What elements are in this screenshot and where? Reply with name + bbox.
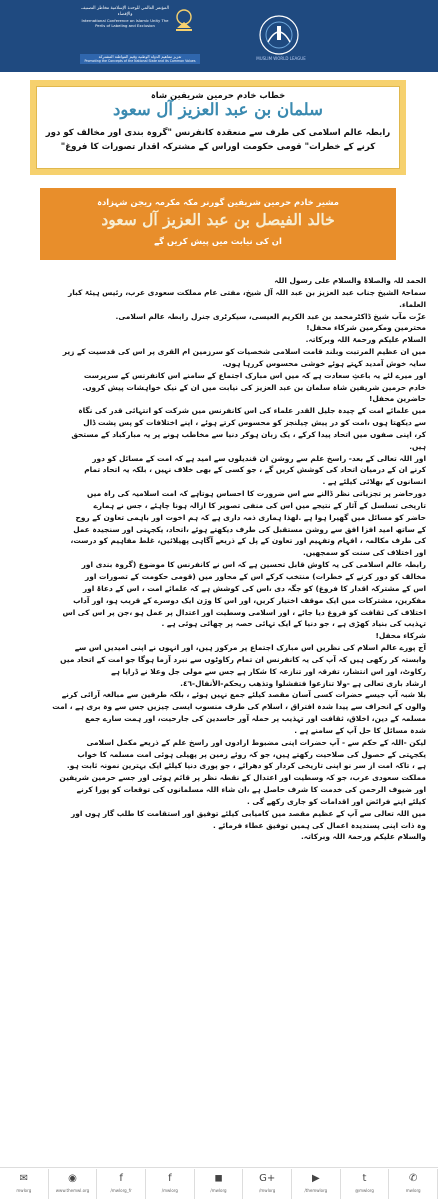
speech-line: میں علمائے امت کے چیدہ جلیل القدر علماء کی اس کانفرنس میں شرکت کو انتہائی قدر کی نگاہ [78, 406, 426, 416]
speech-line: شرکاء محفل! [375, 631, 426, 641]
social-handle: /mwlorg_fr [110, 1188, 132, 1193]
deputy-title: مشیر خادم حرمین شریفین گورنر مکہ مکرمہ ریجن شہزادہ [97, 197, 339, 207]
conference-title-english: International Conference on Islamic Unity The Perils of Labeling and Exclusion [81, 18, 169, 28]
speech-line: مسلمہ کے دین، اخلاق، ثقافت اور تہذیب پر حملہ آور حاسدین کی جارحیت، اور ہمت سارے جمع [85, 714, 426, 724]
speech-line: کی طرف مکالمہ ، افہام وتفہیم اور تعاون کے پل کے ذریعے آگاہی پھیلائیں، غلط مفاہیم کو درست، [70, 536, 426, 546]
conference-title [80, 6, 170, 28]
phone-icon: ✆ [408, 1173, 418, 1184]
speech-line: رکاوٹ، اور اس انتشار، تفرقہ اور تنازعہ کا شکار ہے جس سے مولی جل وعلا نے ڈرایا ہے [111, 666, 426, 676]
speech-line: وہ ذات اپنی پسندیدہ اعمال کی ہمیں توفیق عطاء فرمائے . [212, 820, 426, 830]
social-link[interactable] [0, 1169, 49, 1199]
social-handle: www.themwl.org [55, 1188, 90, 1193]
footer-divider [0, 1167, 438, 1168]
conference-slogan: تعزيز مفاهيم الدولة الوطنية وقيم المواطنة المشتركة Promoting the Concepts of the National State and its Common Values [80, 54, 200, 64]
speech-line: حاضرین محفل! [368, 394, 426, 404]
social-link[interactable] [195, 1169, 244, 1199]
speech-line: سایہ خوش آمدید کہتے ہوئے خوشی محسوس کررہا ہوں. [222, 358, 426, 368]
youtube-icon: ▶ [311, 1173, 320, 1184]
speech-line: انسانوں کے بھلائی کیلئے ہے . [322, 477, 426, 487]
speech-title-box [30, 80, 406, 175]
speech-line: عزّت مآب شیخ ڈاکٹرمحمد بن عبد الکریم العیسی، سیکرٹری جنرل رابطہ عالم اسلامی. [115, 311, 426, 321]
social-handle: /mwlorg [161, 1188, 178, 1193]
speech-line: آج پورے عالم اسلام کی نظریں اس مبارک اجتماع پر مرکوز ہیں، اور انہوں نے اپنی امیدیں اس سے [74, 643, 426, 653]
web-icon: ◉ [68, 1173, 77, 1184]
speech-line: سے دیکھتا ہوں ،امت کو در پیش چیلنجز کو محسوس کرتے ہوئے ، اپنے اختلافات کو پس پشت ڈال [83, 418, 426, 428]
speech-line: اور اللہ تعالی کے بعد- راسخ علم سے روشن ان قندیلوں سے امید ہے کہ امت کے مسائل کو دور [92, 453, 426, 463]
speech-line: ہیں. [409, 441, 426, 451]
speech-line: اور میرے لئے یہ باعثِ سعادت ہے کہ میں اس مبارک اجتماع کے سامنے اس کانفرنس کے سرپرست [83, 370, 426, 380]
twitter-icon: t [362, 1173, 367, 1184]
deputy-box [40, 188, 396, 260]
speech-line: بلا شبہ آپ جیسے حضرات کسی آسان مقصد کیلئے جمع نہیں ہوئے ، بلکہ طرفین سے مبالغہ آرائی کرنے [61, 690, 426, 700]
speech-line: وابستہ کر رکھی ہیں کہ آپ کی یہ کانفرنس ان تمام رکاوٹوں سے نبرد آزما ہوگا جو امت کے اتحاد میں [60, 654, 426, 664]
speech-line: الحمد للہ والصلاۃ والسلام علی رسول اللہ [274, 276, 426, 285]
speech-title-line1: خطاب خادم حرمین شریفین شاہ [150, 90, 286, 100]
speech-line: تاریخی تسلسل کے آثار کے نتیجے میں اس کی منفی تصویر کا ازالہ ہونا چاہئے ، جس نے ہمارے [93, 500, 426, 510]
speech-line: اس کے مشترکہ اقدار کا فروغ) کو جگہ دی ،اس کی کوشش ہے کہ علمائے امت ، اس کے دعاۃ اور [82, 583, 426, 593]
speech-line: اور ضیوف الرحمن کی خدمت کا شرف حاصل ہے ،ان شاء اللہ مسلمانوں کی توقعات کو پورا کرنے [76, 785, 426, 795]
social-link[interactable] [146, 1169, 195, 1199]
prince-name: خالد الفيصل بن عبد العزيز آل سعود [101, 210, 335, 229]
deputy-note: ان کی نیابت میں پیش کریں گے [154, 236, 282, 246]
social-handle: /mwlorg [259, 1188, 276, 1193]
social-handle: /mwlorg [210, 1188, 227, 1193]
speech-line: سماحۃ الشیخ جناب عبد العزیز بن عبد اللہ آل شیخ، مفتی عام مملکت سعودی عرب، رئیس ہیئۃ کبار [67, 287, 426, 297]
social-link[interactable] [389, 1169, 438, 1199]
instagram-icon: ◼ [214, 1173, 223, 1184]
speech-line: لیکن -اللہ کے حکم سے - آپ حضرات اپنی مضبوط ارادوں اور راسخ علم کے ذریعے مکمل اسلامی [86, 737, 426, 747]
facebook-icon: f [168, 1173, 172, 1184]
mwl-logo-icon [258, 14, 300, 56]
speech-line: مخالف کو دور کرنے کے خطرات) منتخب کرکے اس کے محاور میں (قومی حکومت کے تصورات اور [85, 572, 426, 581]
social-handle: /themwlorg [304, 1188, 328, 1193]
speech-line: دورحاضر پر تجزیاتی نظر ڈالنے سے اس ضرورت کا احساس ہوتاہے کہ امت اسلامیہ کی راہ میں [86, 489, 426, 499]
social-handle: mwlorg [16, 1188, 32, 1193]
social-link[interactable] [49, 1169, 98, 1199]
speech-line: مملکت سعودی عرب، جو کہ وسطیت اور اعتدال کے نقطہ نظر پر قائم ہوئی اور جسے حرمین شریفین [59, 773, 426, 783]
speech-line: تہذیب کی بنیاد کھڑی ہے ، جو دنیا کے ایک تہائی حصہ پر چھائی ہوئی ہے . [161, 619, 426, 629]
speech-line: والوں کے انحراف سے پیدا شدہ افتراق ، اسلام کی طرف منسوب ایسی چیزیں جس سے وہ بری ہے ، امت [52, 702, 426, 712]
conference-description: رابطہ عالم اسلامی کی طرف سے منعقدہ کانفرنس "گروہ بندی اور مخالف کو دور کرنے کے خطرات" قومی حکومت اوراس کے مشترکہ اقدار تصورات کا فروغ" [45, 128, 391, 152]
speech-line: کرنے ان کے درمیان اتحاد کی کوشش کریں گے ، جو کسی کے بھی خلاف نہیں ، بلکہ یہ اتحاد تمام [84, 465, 426, 475]
speech-line: اختلاف کی ثقافت کو فروغ دیا جائے ، اور اسلامی وسطیت اور اعتدال پر عمل ہو ،جن پر اس کی اس [62, 607, 426, 617]
mwl-name: MUSLIM WORLD LEAGUE [256, 56, 306, 61]
speech-line: حاضر کو مسائل میں گھیرا ہوا ہے .لهذا ہماری ذمہ داری ہے کہ ہم اخوت اور باہمی تعاون کے روح [75, 512, 426, 522]
speech-line: والسلام علیکم ورحمۃ اللہ وبرکاتہ. [301, 832, 426, 842]
social-link[interactable] [292, 1169, 341, 1199]
speech-line: شدہ مسائل کا حل آپ کے سامنے ہے . [294, 725, 426, 735]
speech-line: کے ساتھ امید افزا افق سے روشن مستقبل کی طرف دیکھتے ہوئے ،اتحاد، یکجہتی اور سنجیدہ عمل [73, 524, 426, 534]
speech-title-inner [36, 86, 400, 169]
speech-line: کیلئے اپنے فرائض اور اقدامات کو جاری رکھے گی . [246, 796, 426, 806]
speech-line: کر، اپنی صفوں میں اتحاد پیدا کرکے ، یک زبان ہوکر دنیا سے مخاطب ہونے پر یہ مبارکباد کے مستحق [71, 429, 426, 439]
social-link[interactable] [97, 1169, 146, 1199]
speech-line: میں اللہ تعالی سے آپ کے عظیم مقصد میں کامیابی کیلئے توفیق اور استقامت کا طلب گار ہوں اور [71, 808, 426, 818]
social-handle: mwlorg [405, 1188, 421, 1193]
social-link[interactable] [243, 1169, 292, 1199]
google-plus-icon: G+ [259, 1173, 276, 1184]
social-handle: @mwlorg [355, 1188, 374, 1193]
speech-line: السلام علیکم ورحمۃ اللہ وبرکاتہ. [305, 335, 426, 345]
speech-line: یکجہتی کے حصول کی صلاحیت رکھتے ہیں، جو کہ روئے زمین پر پھیلی ہوئی امت مسلمہ کا خواب [77, 749, 426, 759]
speech-line: ارشاد باری تعالی ہے -ولا تنازعوا فتفشلوا وتذهب ريحكم-الأنفال-٤٦. [180, 678, 426, 688]
speech-line: ہے ، تاکہ امت از سر نو اپنی تاریخی کردار کو دھرائے ، جو پوری دنیا کیلئے ایک بہترین نمونہ ثابت ہو. [66, 761, 426, 771]
speech-line: محترمین ومکرمین شرکاء محفل! [306, 323, 426, 333]
king-name: سلمان بن عبد العزيز آل سعود [113, 100, 323, 119]
conference-emblem-icon [172, 8, 196, 34]
social-link[interactable] [341, 1169, 390, 1199]
speech-line: رابطہ عالم اسلامی کی یہ کاوش قابل تحسین ہے کہ اس نے کانفرنس کا موضوع (گروہ بندی اور [81, 560, 426, 570]
facebook-icon: f [119, 1173, 123, 1184]
speech-line: مفکرین، مشترکات میں ایک موقف اختیار کریں، اور اس کا وژن ایک دوسرے کے قریب ہو، اور آداب [73, 595, 426, 605]
speech-line: العلماء. [399, 299, 426, 309]
speech-line: میں ان عظیم المرتبت وبلند قامت اسلامی شخصیات کو سرزمین ام القری پر اس کی قدسیت کے زیر [62, 347, 426, 357]
speech-line: اور اختلاف کی سنت کو سمجھیں. [302, 548, 426, 558]
header-banner [0, 0, 438, 72]
conference-title-arabic: المؤتمر العالمي للوحدة الإسلامية مخاطر التصنيف والإقصاء [81, 6, 169, 17]
speech-line: خادم حرمین شریفین شاہ سلمان بن عبد العزیز کی نیابت میں ان کے نیک خواہشات پیش کروں. [82, 382, 426, 392]
email-icon: ✉ [19, 1173, 29, 1184]
